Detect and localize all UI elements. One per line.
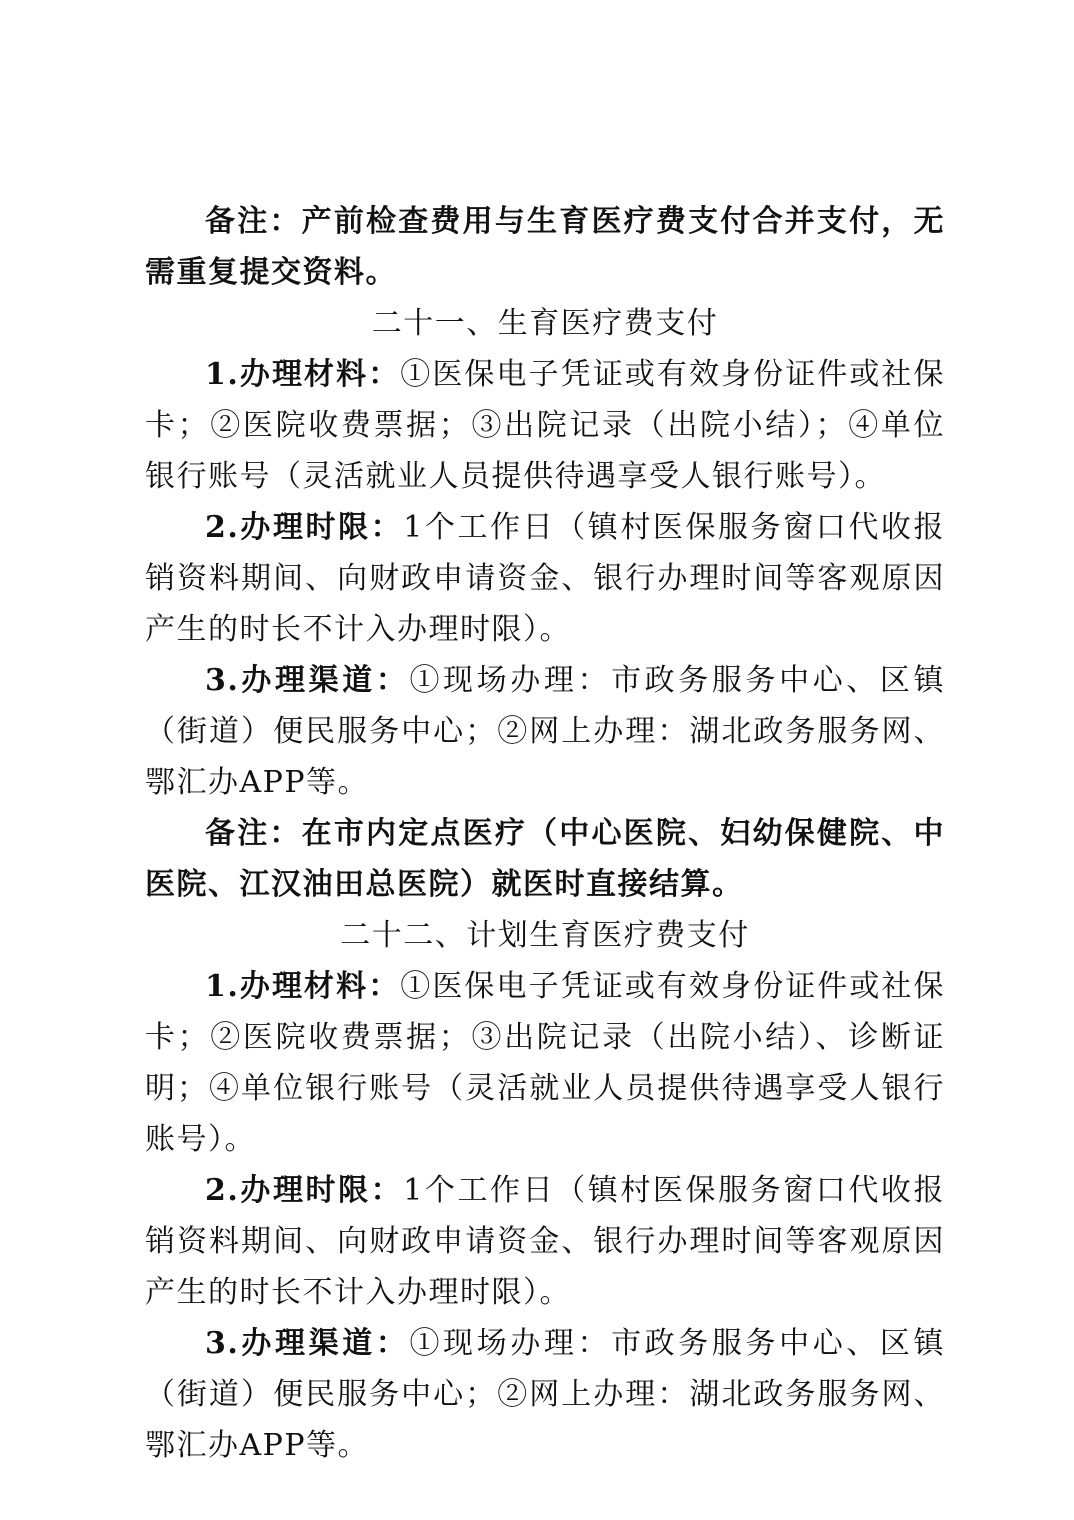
channel-paragraph bbox=[145, 1318, 945, 1471]
time-limit-text: 1个工作日（镇村医保服务窗口代收报销资料期间、向财政申请资金、银行办理时间等客观原因产生的时长不计入办理时限）。 bbox=[145, 510, 945, 647]
time-limit-paragraph bbox=[145, 1165, 945, 1318]
note-prenatal: 备注：产前检查费用与生育医疗费支付合并支付，无需重复提交资料。 bbox=[145, 204, 945, 290]
time-limit-text: 1个工作日（镇村医保服务窗口代收报销资料期间、向财政申请资金、银行办理时间等客观原因产生的时长不计入办理时限）。 bbox=[145, 1173, 945, 1310]
materials-label: 1.办理材料： bbox=[205, 969, 401, 1004]
time-limit-label: 2.办理时限： bbox=[205, 510, 404, 545]
materials-text: ①医保电子凭证或有效身份证件或社保卡；②医院收费票据；③出院记录（出院小结）、诊断证明；④单位银行账号（灵活就业人员提供待遇享受人银行账号）。 bbox=[145, 969, 945, 1157]
channel-text: ①现场办理：市政务服务中心、区镇（街道）便民服务中心；②网上办理：湖北政务服务网、鄂汇办APP等。 bbox=[145, 663, 946, 800]
channel-paragraph bbox=[145, 655, 945, 808]
materials-text: ①医保电子凭证或有效身份证件或社保卡；②医院收费票据；③出院记录（出院小结）；④单位银行账号（灵活就业人员提供待遇享受人银行账号）。 bbox=[145, 357, 945, 494]
channel-text: ①现场办理：市政务服务中心、区镇（街道）便民服务中心；②网上办理：湖北政务服务网、鄂汇办APP等。 bbox=[145, 1326, 946, 1463]
materials-label: 1.办理材料： bbox=[205, 357, 401, 392]
document-page bbox=[145, 196, 945, 1471]
materials-paragraph bbox=[145, 961, 945, 1165]
materials-paragraph bbox=[145, 349, 945, 502]
section-title: 二十二、计划生育医疗费支付 bbox=[340, 918, 750, 953]
channel-label: 3.办理渠道： bbox=[205, 663, 410, 698]
time-limit-paragraph bbox=[145, 502, 945, 655]
channel-label: 3.办理渠道： bbox=[205, 1326, 410, 1361]
time-limit-label: 2.办理时限： bbox=[205, 1173, 404, 1208]
note-settlement: 备注：在市内定点医疗（中心医院、妇幼保健院、中医院、江汉油田总医院）就医时直接结算。 bbox=[145, 816, 945, 902]
section-title: 二十一、生育医疗费支付 bbox=[371, 306, 719, 341]
